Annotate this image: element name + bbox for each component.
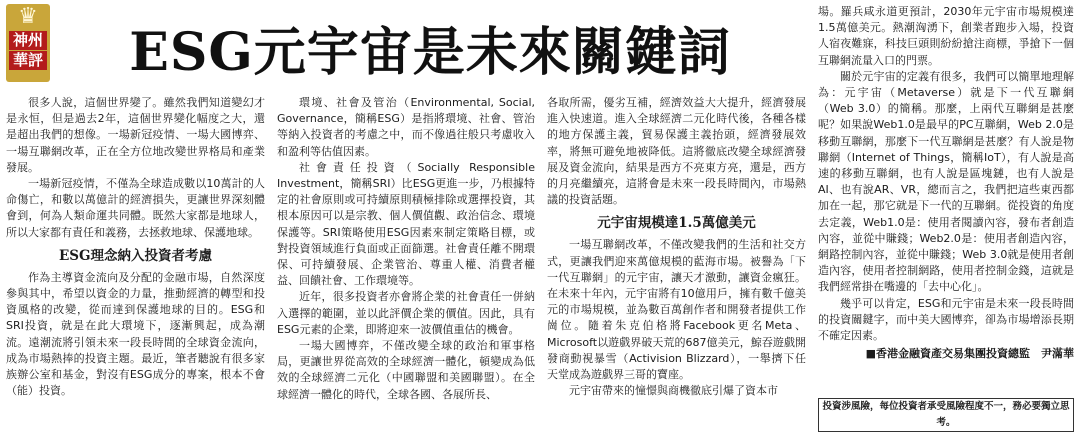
- paragraph: 關於元宇宙的定義有很多，我們可以簡單地理解為：元宇宙（Metaverse）就是下一代互聯網（Web 3.0）的簡稱。那麼，上兩代互聯網是甚麼呢？如果說Web1.0是最早的PC互聯網，Web 2.0是移動互聯網，那麼下一代互聯網是甚麼？有人說是物聯網（Internet of Things，簡稱IoT），有人說是高速的移動互聯網，也有人說是區塊鏈，也有人說是AI、也有說AR、VR，總而言之，我們把這些東西都加在一起，那它就是下一代的互聯網。從投資的角度去定義，Web1.0是：使用者閱讀內容，發布者創造內容，並從中賺錢；Web2.0是：使用者創造內容，網路控制內容，並從中賺錢；Web 3.0就是使用者創造內容，使用者控制網路，使用者控制金錢，這就是我們經常掛在嘴邊的「去中心化」。: [818, 69, 1074, 294]
- paragraph: 近年，很多投資者亦會將企業的社會責任一併納入選擇的範圍，並以此評價企業的價值。因此，具有ESG元素的企業，即將迎來一波價值重估的機會。: [277, 290, 535, 336]
- column-logo: [6, 4, 50, 82]
- risk-disclaimer: 投資涉風險，每位投資者承受風險程度不一，務必要獨立思考。: [818, 398, 1074, 432]
- article-column-3: [547, 95, 806, 399]
- article-column-1: [6, 95, 265, 399]
- trophy-icon: ♛: [18, 4, 38, 29]
- paragraph: 場。羅兵咸永道更預計，2030年元宇宙市場規模達1.5萬億美元。熱潮洶湧下，創業者跑步入場，投資人宿夜難寐，科技巨頭則紛紛搶注商標，爭搶下一個互聯網流量入口的門票。: [818, 5, 1074, 67]
- paragraph: 作為主導資金流向及分配的金融市場，自然深度參與其中，希望以資金的力量，推動經濟的轉型和投資風格的改變，從而達到保護地球的目的。ESG和SRI投資，就是在此大環境下，逐漸興起，成為潮流。遠潮流將引領未來一段長時間的全球資金流向，成為市場熱捧的投資主題。最近，筆者聽說有很多家族辦公室和基金，對沒有ESG成分的專案，根本不會（能）投資。: [6, 270, 265, 398]
- article-column-2: [277, 95, 535, 403]
- section-heading: 元宇宙規模達1.5萬億美元: [597, 215, 756, 232]
- paragraph: 一場互聯網改革，不僅改變我們的生活和社交方式，更讓我們迎來萬億規模的藍海市場。被譽為「下一代互聯網」的元宇宙，讓天才激動，讓資金瘋狂。在未來十年內，元宇宙將有10億用戶，擁有數千億美元的市場規模，並為數百萬創作者和開發者提供工作崗位。隨着朱克伯格將Facebook更名Meta、Microsoft以遊戲界破天荒的687億美元，鯨吞遊戲開發商動視暴雪（Activision Blizzard），一舉擠下任天堂成為遊戲界三哥的寶座。: [547, 238, 806, 382]
- paragraph: 環境、社會及管治（Environmental, Social, Governance，簡稱ESG）是指將環境、社會、管治等納入投資者的考慮之中，而不像過往般只考慮收入和盈利等估值因素。: [277, 96, 535, 158]
- paragraph: 很多人說，這個世界變了。雖然我們知道變幻才是永恒，但是過去2年，這個世界變化幅度之大，還是超出我們的想像。一場新冠疫情、一場大國博弈、一場互聯網改革，正在全方位地改變世界格局和產業發展。: [6, 96, 265, 174]
- article-title: ESG元宇宙是未來關鍵詞: [129, 22, 731, 83]
- author-signature: ■香港金融資產交易集團投資總監 尹滿華: [865, 347, 1074, 361]
- logo-label-line2: 華評: [9, 51, 47, 70]
- logo-label-line1: 神州: [9, 31, 47, 50]
- paragraph: 一場新冠疫情，不僅為全球造成數以10萬計的人命傷亡，和數以萬億計的經濟損失，更讓世界深刻體會到，何為人類命運共同體。既然大家都是地球人，所以大家都有責任和義務，去拯救地球、保護地球。: [6, 177, 265, 239]
- paragraph: 元宇宙帶來的憧憬與商機徹底引爆了資本市: [569, 384, 778, 398]
- paragraph: 幾乎可以肯定，ESG和元宇宙是未來一段長時間的投資關鍵字，而中美大國博弈，卻為市場增添長期不確定因素。: [818, 296, 1074, 343]
- paragraph: 各取所需，優劣互補，經濟效益大大提升，經濟發展進入快速道。進入全球經濟二元化時代後，各種各樣的地方保護主義，貿易保護主義抬頭，經濟發展效率，將無可避免地被降低。這將徹底改變全球經濟發展及資金流向，結果是西方不亮東方亮，還是，西方的月亮繼續亮，這將會是未來一段長時間內，市場熱議的投資話題。: [547, 96, 806, 207]
- article-column-4: [818, 4, 1074, 362]
- paragraph: 社會責任投資（Socially Responsible Investment，簡稱SRI）比ESG更進一步，乃根據特定的社會原則或可持續原則積極排除或選擇投資，其根本原因可以是宗教、個人價值觀、政治信念、環境保護等。SRI策略使用ESG因素來制定策略目標，或對投資領域進行負面或正面篩選。社會責任離不開環保、可持續發展、企業管治、尊重人權、消費者權益、回饋社會、工作環境等。: [277, 160, 535, 288]
- section-heading: ESG理念納入投資者考慮: [58, 247, 213, 264]
- paragraph: 一場大國博弈，不僅改變全球的政治和軍事格局，更讓世界從高效的全球經濟一體化，頓變成為低效的全球經濟二元化（中國聯盟和美國聯盟）。在全球經濟一體化的時代，全球各國、各展所長、: [277, 339, 535, 401]
